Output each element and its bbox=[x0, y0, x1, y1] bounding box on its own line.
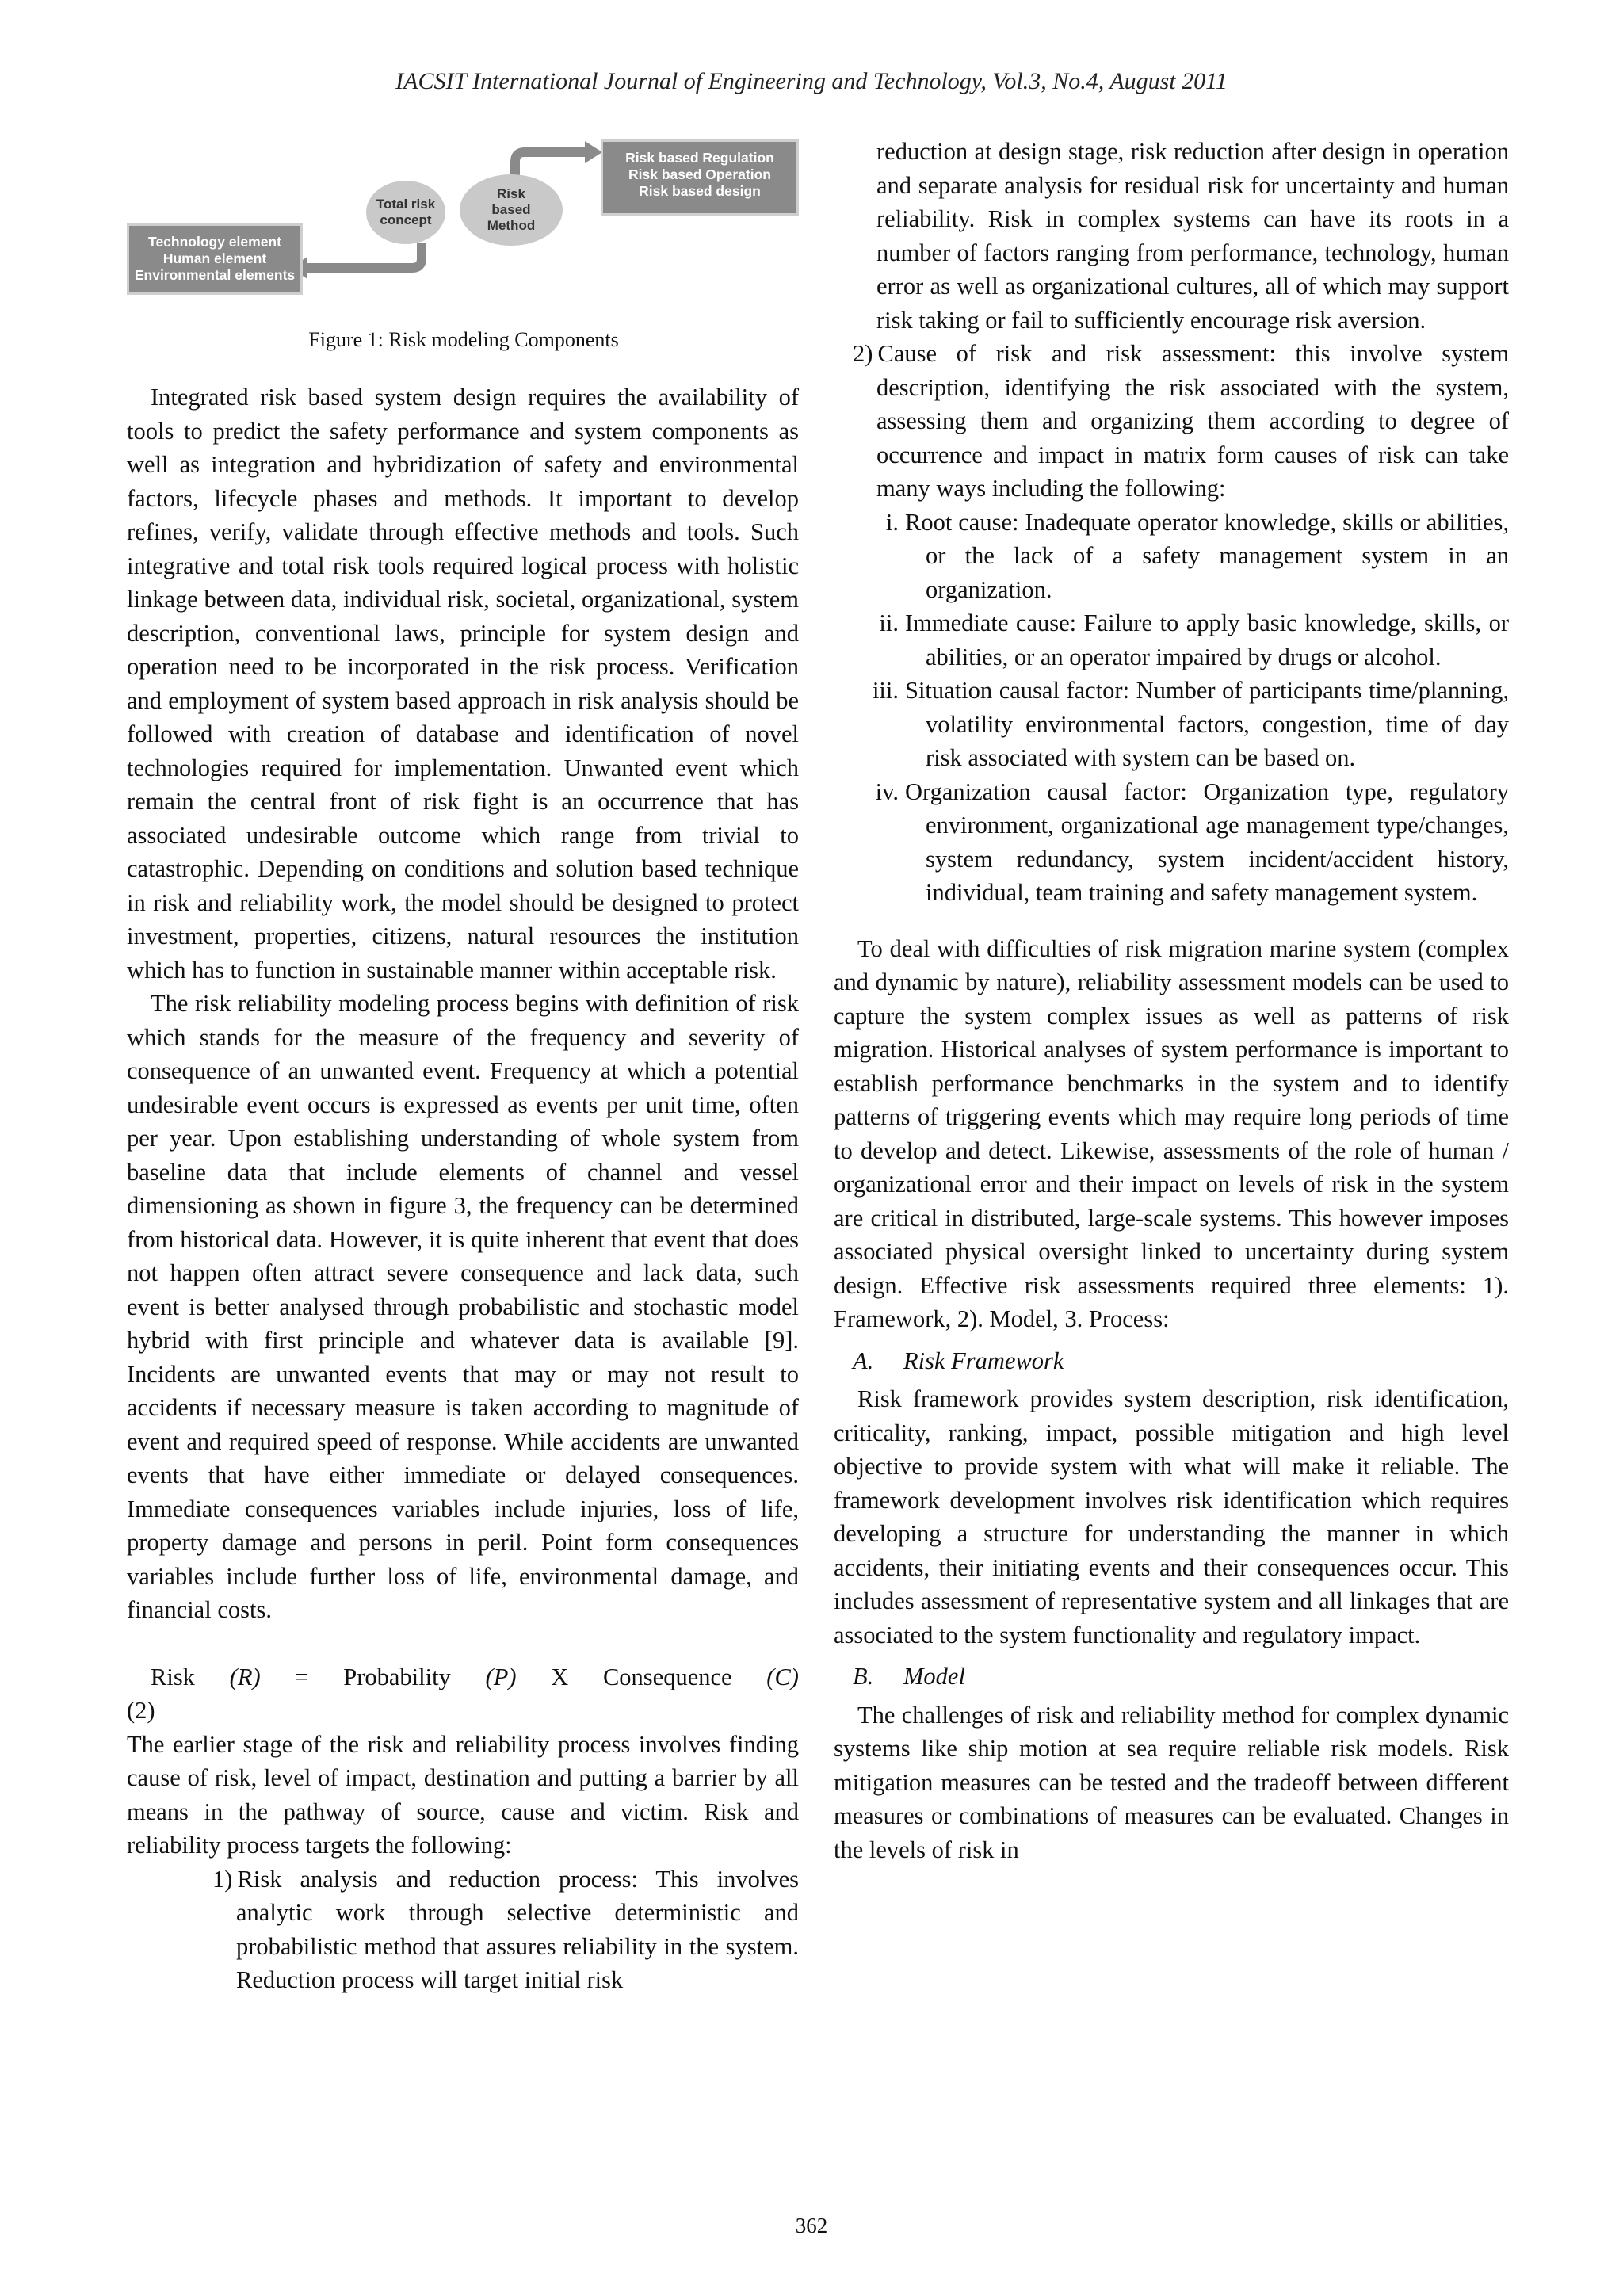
risk-modeling-figure bbox=[127, 139, 800, 314]
roman-numeral: i. bbox=[885, 508, 899, 536]
paragraph: The challenges of risk and reliability method for complex dynamic systems like ship motion at sea require reliable risk models. Risk mitigation measures can be tested and the tradeoff between different measures or combinations of measures can be evaluated. Changes in the levels of risk in bbox=[834, 1701, 1509, 1863]
risk-equation bbox=[127, 1660, 799, 1694]
arrow-up-right bbox=[515, 152, 586, 178]
ellipse-line: Risk bbox=[497, 186, 525, 201]
equation-term: X bbox=[551, 1663, 569, 1690]
paragraph: To deal with difficulties of risk migration marine system (complex and dynamic by nature), reliability assessment models can be used to capture the system complex issues as well as patterns of risk migration. Historical analyses of system performance is important to establish performance benchmarks in the system and to identify patterns of triggering events which may require long periods of time to develop and detect. Likewise, assessments of the role of human / organizational error and their impact on levels of risk in the system are critical in distributed, large-scale systems. This however imposes associated physical oversight linked to uncertainty during system design. Effective risk assessments required three elements: 1). Framework, 2). Model, 3. Process: bbox=[834, 934, 1509, 1332]
paragraph: The earlier stage of the risk and reliability process involves finding cause of risk, level of impact, destination and putting a barrier by all means in the pathway of source, cause and victim. Risk and reliability process targets the following: bbox=[127, 1730, 799, 1859]
risk-based-box-line: Risk based Regulation bbox=[625, 150, 774, 166]
section-letter: B. bbox=[853, 1663, 874, 1690]
roman-text: Root cause: Inadequate operator knowledge, skills or abilities, or the lack of a safety management system in an organization. bbox=[905, 508, 1509, 603]
equation-term: (C) bbox=[766, 1663, 799, 1690]
risk-method-ellipse bbox=[460, 174, 563, 246]
journal-header: IACSIT International Journal of Engineering and Technology, Vol.3, No.4, August 2011 bbox=[395, 68, 1228, 94]
roman-numeral: ii. bbox=[879, 609, 899, 636]
section-letter: A. bbox=[853, 1347, 874, 1374]
roman-numeral: iii. bbox=[872, 677, 899, 704]
paragraph: Integrated risk based system design requires the availability of tools to predict the safety performance and system components as well as integration and hybridization of safety and environmental factors, lifecycle phases and methods. It important to develop refines, verify, validate through effective methods and tools. Such integrative and total risk tools required logical process with holistic linkage between data, individual risk, societal, organizational, system description, conventional laws, principle for system design and operation need to be incorporated in the risk process. Verification and employment of system based approach in risk analysis should be followed with creation of database and identification of novel technologies required for implementation. Unwanted event which remain the central front of risk fight is an occurrence that has associated undesirable outcome which range from trivial to catastrophic. Depending on conditions and solution based technique in risk and reliability work, the model should be designed to protect investment, properties, citizens, natural resources the institution which has to function in sustainable manner within acceptable risk. bbox=[127, 384, 799, 984]
ellipse-line: concept bbox=[380, 212, 432, 227]
ellipse-line: Method bbox=[487, 218, 536, 233]
equation-term: Probability bbox=[343, 1663, 451, 1690]
roman-list-item bbox=[851, 775, 1509, 910]
ellipse-line: Total risk bbox=[376, 197, 436, 212]
arrowhead-right bbox=[585, 141, 602, 163]
list-item-continued: reduction at design stage, risk reduction after design in operation and separate analysis for residual risk for uncertainty and human reliability. Risk in complex systems can have its roots in a number of factors ranging from performance, technology, human error as well as organizational cultures, all of which may support risk taking or fail to sufficiently encourage risk aversion. bbox=[876, 138, 1509, 334]
page-number: 362 bbox=[795, 2214, 828, 2237]
section-heading-b bbox=[853, 1660, 1509, 1694]
section-title: Risk Framework bbox=[903, 1347, 1064, 1374]
section-heading-a bbox=[853, 1344, 1509, 1378]
section-title: Model bbox=[903, 1663, 965, 1690]
roman-list-item bbox=[851, 606, 1509, 674]
risk-based-box bbox=[601, 139, 799, 216]
paragraph: The risk reliability modeling process begins with definition of risk which stands for the measure of the frequency and severity of consequence of an unwanted event. Frequency at which a potential undesirable event occurs is expressed as events per unit time, often per year. Upon establishing understanding of whole system from baseline data that include elements of channel and vessel dimensioning as shown in figure 3, the frequency can be determined from historical data. However, it is quite inherent that event that does not happen often attract severe consequence and lack data, such event is better analysed through probabilistic and stochastic model hybrid with first principle and whatever data is available [9]. Incidents are unwanted events that may or may not result to accidents if necessary measure is taken according to magnitude of event and required speed of response. While accidents are unwanted events that have either immediate or delayed consequences. Immediate consequences variables include injuries, loss of life, property damage and persons in peril. Point form consequences variables include further loss of life, environmental damage, and financial costs. bbox=[127, 990, 799, 1623]
left-column bbox=[127, 380, 799, 1997]
risk-based-box-line: Risk based design bbox=[639, 183, 761, 199]
risk-based-box-line: Risk based Operation bbox=[628, 166, 771, 182]
roman-text: Situation causal factor: Number of participants time/planning, volatility environmental factors, congestion, time of day risk associated with system can be based on. bbox=[905, 677, 1509, 771]
elements-box bbox=[127, 223, 303, 295]
roman-list-item bbox=[851, 674, 1509, 775]
ellipse-line: based bbox=[491, 202, 531, 217]
equation-term: (R) bbox=[229, 1663, 261, 1690]
figure-caption: Figure 1: Risk modeling Components bbox=[308, 328, 619, 351]
elements-box-line: Human element bbox=[162, 250, 267, 266]
list-item: 1) Risk analysis and reduction process: This involves analytic work through selective deterministic and probabilistic method that assures reliability in the system. Reduction process will target initial risk bbox=[212, 1865, 799, 1993]
roman-numeral: iv. bbox=[875, 777, 899, 805]
elements-box-line: Environmental elements bbox=[134, 267, 296, 283]
equation-term: (P) bbox=[485, 1663, 517, 1690]
total-risk-ellipse bbox=[366, 181, 445, 244]
equation-term: Risk bbox=[151, 1663, 195, 1690]
elements-box-line: Technology element bbox=[148, 234, 281, 250]
equation-term: Consequence bbox=[602, 1663, 732, 1690]
right-column bbox=[834, 135, 1509, 1866]
roman-list-item bbox=[851, 506, 1509, 607]
roman-text: Immediate cause: Failure to apply basic knowledge, skills, or abilities, or an operator impaired by drugs or alcohol. bbox=[905, 609, 1509, 670]
roman-text: Organization causal factor: Organization type, regulatory environment, organizational age management type/changes, system redundancy, system incident/accident history, individual, team training and safety management system. bbox=[905, 777, 1509, 906]
arrow-down-left bbox=[305, 243, 422, 268]
equation-term: = bbox=[295, 1663, 309, 1690]
equation-number: (2) bbox=[127, 1697, 155, 1724]
paragraph: Risk framework provides system description, risk identification, criticality, ranking, impact, possible mitigation and high level objective to provide system with what will make it reliable. The framework development involves risk identification which requires developing a structure for understanding the manner in which accidents, their initiating events and their consequences occur. This includes assessment of representative system and all linkages that are associated to the system functionality and regulatory impact. bbox=[834, 1385, 1509, 1648]
list-item: 2) Cause of risk and risk assessment: this involve system description, identifying the risk associated with the system, assessing them and organizing them according to degree of occurrence and impact in matrix form causes of risk can take many ways including the following: bbox=[853, 340, 1509, 502]
